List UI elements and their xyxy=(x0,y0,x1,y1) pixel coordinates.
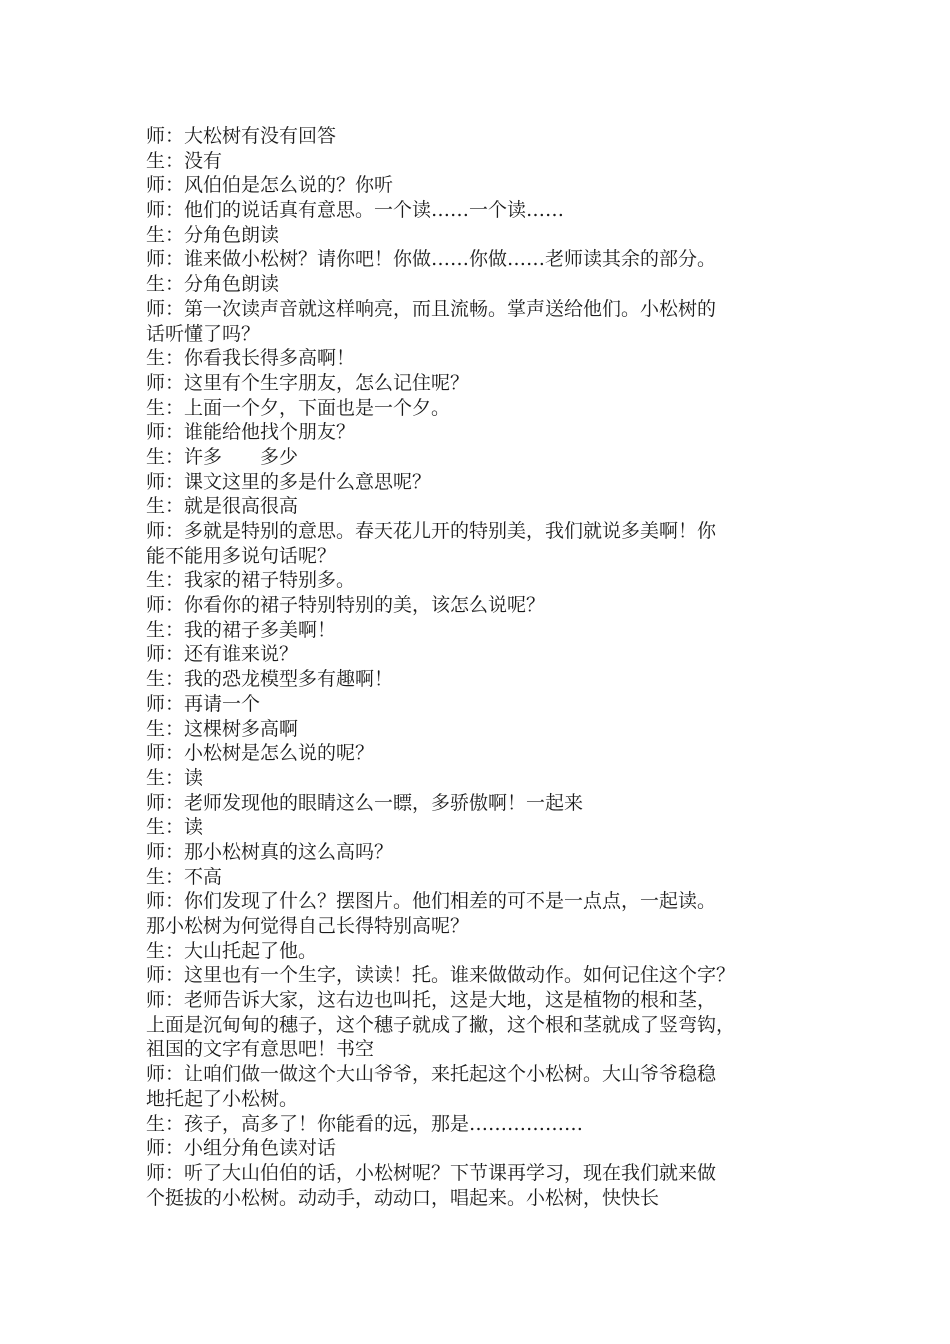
dialogue-text: 还有谁来说？ xyxy=(184,643,299,666)
dialogue-text: 上面一个夕，下面也是一个夕。 xyxy=(184,396,451,419)
speaker-label: 师： xyxy=(146,125,185,147)
speaker-label: 师： xyxy=(146,643,185,666)
speaker-label: 师： xyxy=(146,692,185,715)
dialogue-line xyxy=(146,346,810,371)
dialogue-text: 上面是沉甸甸的穗子，这个穗子就成了撇，这个根和茎就成了竖弯钩， xyxy=(146,1013,736,1036)
speaker-label: 生： xyxy=(146,618,185,641)
speaker-label: 生： xyxy=(146,223,185,246)
dialogue-line xyxy=(146,593,810,618)
speaker-label: 生： xyxy=(146,569,185,592)
dialogue-line xyxy=(146,815,810,840)
dialogue-text: 你看我长得多高啊！ xyxy=(184,347,356,370)
dialogue-text: 孩子，高多了！你能看的远，那是……………… xyxy=(184,1112,584,1135)
dialogue-line xyxy=(146,865,810,890)
speaker-label: 生： xyxy=(146,865,185,888)
dialogue-line xyxy=(146,396,810,421)
dialogue-text: 谁能给他找个朋友？ xyxy=(184,421,356,444)
dialogue-text: 个挺拔的小松树。动动手，动动口，唱起来。小松树，快快长 xyxy=(146,1186,660,1209)
dialogue-text: 我家的裙子特别多。 xyxy=(184,569,356,592)
dialogue-text: 你们发现了什么？摆图片。他们相差的可不是一点点，一起读。 xyxy=(184,890,717,913)
speaker-label: 生： xyxy=(146,273,185,296)
speaker-label: 师： xyxy=(146,890,185,913)
dialogue-text: 这里有个生字朋友，怎么记住呢？ xyxy=(184,371,470,394)
dialogue-text: 听了大山伯伯的话，小松树呢？下节课再学习，现在我们就来做 xyxy=(184,1161,717,1184)
speaker-label: 生： xyxy=(146,347,185,370)
dialogue-text: 老师发现他的眼睛这么一瞟，多骄傲啊！一起来 xyxy=(184,791,584,814)
speaker-label: 生： xyxy=(146,396,185,419)
dialogue-text: 许多 多少 xyxy=(184,445,299,468)
dialogue-text: 读 xyxy=(184,766,204,789)
dialogue-text: 那小松树真的这么高吗？ xyxy=(184,840,394,863)
dialogue-line xyxy=(146,642,810,667)
dialogue-text: 这棵树多高啊 xyxy=(184,717,299,740)
speaker-label: 师： xyxy=(146,1137,185,1160)
dialogue-line xyxy=(146,149,810,174)
dialogue-text: 地托起了小松树。 xyxy=(146,1087,299,1110)
speaker-label: 师： xyxy=(146,742,185,765)
dialogue-line xyxy=(146,198,810,223)
dialogue-text: 大松树有没有回答 xyxy=(184,125,337,147)
dialogue-text: 读 xyxy=(184,816,204,839)
dialogue-line xyxy=(146,1087,810,1112)
speaker-label: 师： xyxy=(146,199,185,222)
speaker-label: 师： xyxy=(146,1161,185,1184)
dialogue-line xyxy=(146,1161,810,1186)
dialogue-line xyxy=(146,519,810,544)
dialogue-line xyxy=(146,470,810,495)
dialogue-line xyxy=(146,939,810,964)
dialogue-line xyxy=(146,371,810,396)
dialogue-line xyxy=(146,297,810,322)
dialogue-line xyxy=(146,667,810,692)
speaker-label: 师： xyxy=(146,594,185,617)
speaker-label: 生： xyxy=(146,939,185,962)
dialogue-text: 不高 xyxy=(184,865,223,888)
dialogue-line xyxy=(146,568,810,593)
dialogue-line xyxy=(146,766,810,791)
dialogue-text: 这里也有一个生字，读读！托。谁来做做动作。如何记住这个字？ xyxy=(184,964,736,987)
dialogue-line xyxy=(146,1136,810,1161)
speaker-label: 师： xyxy=(146,520,185,542)
speaker-label: 生： xyxy=(146,149,185,172)
dialogue-text: 再请一个 xyxy=(184,692,261,715)
speaker-label: 师： xyxy=(146,371,185,394)
dialogue-text: 小松树是怎么说的呢？ xyxy=(184,742,375,765)
speaker-label: 师： xyxy=(146,470,185,493)
dialogue-line xyxy=(146,173,810,198)
dialogue-line xyxy=(146,1062,810,1087)
dialogue-text: 那小松树为何觉得自己长得特别高呢？ xyxy=(146,915,470,937)
dialogue-line xyxy=(146,272,810,297)
dialogue-text: 老师告诉大家，这右边也叫托，这是大地，这是植物的根和茎， xyxy=(184,989,717,1012)
dialogue-line xyxy=(146,1013,810,1038)
dialogue-line xyxy=(146,1186,810,1211)
dialogue-line xyxy=(146,322,810,347)
speaker-label: 生： xyxy=(146,1112,185,1135)
speaker-label: 生： xyxy=(146,668,185,691)
dialogue-line xyxy=(146,247,810,272)
dialogue-text: 就是很高很高 xyxy=(184,495,299,518)
dialogue-text: 我的恐龙模型多有趣啊！ xyxy=(184,668,394,691)
dialogue-line xyxy=(146,420,810,445)
speaker-label: 师： xyxy=(146,1063,185,1086)
dialogue-text: 没有 xyxy=(184,149,223,172)
speaker-label: 生： xyxy=(146,766,185,789)
dialogue-text: 话听懂了吗？ xyxy=(146,322,261,345)
dialogue-line xyxy=(146,124,810,149)
dialogue-line xyxy=(146,445,810,470)
speaker-label: 生： xyxy=(146,717,185,740)
dialogue-line xyxy=(146,717,810,742)
dialogue-text: 分角色朗读 xyxy=(184,273,280,296)
dialogue-line xyxy=(146,840,810,865)
speaker-label: 生： xyxy=(146,495,185,518)
dialogue-text: 我的裙子多美啊！ xyxy=(184,618,337,641)
dialogue-text: 课文这里的多是什么意思呢？ xyxy=(184,470,432,493)
dialogue-text: 多就是特别的意思。春天花儿开的特别美，我们就说多美啊！你 xyxy=(184,520,717,542)
dialogue-text: 小组分角色读对话 xyxy=(184,1137,337,1160)
dialogue-text: 他们的说话真有意思。一个读……一个读…… xyxy=(184,199,565,222)
speaker-label: 师： xyxy=(146,297,185,320)
dialogue-line xyxy=(146,963,810,988)
dialogue-text: 第一次读声音就这样响亮，而且流畅。掌声送给他们。小松树的 xyxy=(184,297,717,320)
speaker-label: 师： xyxy=(146,248,185,271)
dialogue-line xyxy=(146,618,810,643)
dialogue-text: 让咱们做一做这个大山爷爷，来托起这个小松树。大山爷爷稳稳 xyxy=(184,1063,717,1086)
speaker-label: 师： xyxy=(146,174,185,197)
dialogue-text: 大山托起了他。 xyxy=(184,939,318,962)
speaker-label: 师： xyxy=(146,840,185,863)
dialogue-transcript xyxy=(146,124,810,1210)
dialogue-text: 祖国的文字有意思吧！书空 xyxy=(146,1038,375,1061)
dialogue-line xyxy=(146,914,810,939)
dialogue-line xyxy=(146,1037,810,1062)
speaker-label: 生： xyxy=(146,445,185,468)
dialogue-line xyxy=(146,494,810,519)
speaker-label: 师： xyxy=(146,964,185,987)
dialogue-text: 分角色朗读 xyxy=(184,223,280,246)
dialogue-text: 谁来做小松树？请你吧！你做……你做……老师读其余的部分。 xyxy=(184,248,717,271)
dialogue-line xyxy=(146,1112,810,1137)
speaker-label: 师： xyxy=(146,421,185,444)
dialogue-text: 你看你的裙子特别特别的美，该怎么说呢？ xyxy=(184,594,546,617)
dialogue-line xyxy=(146,544,810,569)
dialogue-line xyxy=(146,791,810,816)
dialogue-line xyxy=(146,692,810,717)
dialogue-line xyxy=(146,223,810,248)
speaker-label: 师： xyxy=(146,791,185,814)
dialogue-text: 风伯伯是怎么说的？你听 xyxy=(184,174,394,197)
speaker-label: 师： xyxy=(146,989,185,1012)
dialogue-text: 能不能用多说句话呢？ xyxy=(146,544,337,567)
speaker-label: 生： xyxy=(146,816,185,839)
dialogue-line xyxy=(146,988,810,1013)
dialogue-line xyxy=(146,889,810,914)
dialogue-line xyxy=(146,741,810,766)
